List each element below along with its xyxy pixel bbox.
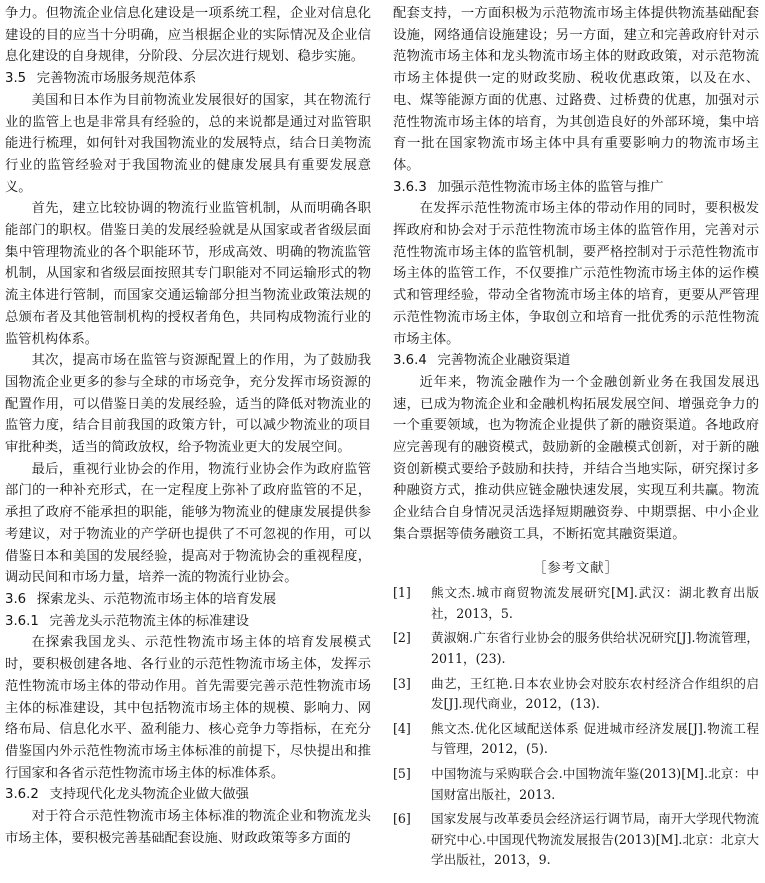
section-heading-3-5 (5, 68, 371, 90)
reference-number: [3] (393, 675, 411, 691)
reference-item (393, 809, 759, 871)
section-title: 探索龙头、示范物流市场主体的培育发展 (36, 591, 277, 607)
reference-item (393, 628, 759, 669)
reference-text: 黄淑娴.广东省行业协会的服务供给状况研究[J].物流管理，2011，(23). (431, 630, 759, 667)
paragraph: 在发挥示范性物流市场主体的带动作用的同时，要积极发挥政府和协会对于示范性物流市场主体的监管作用，完善对示范性物流市场主体的监管机制，要严格控制对于示范性物流市场主体的监管工作，不仅要推广示范性物流市场主体的运作模式和管理经验，带动全省物流市场主体的培育，更要从严管理示范性物流市场主体，争取创立和培育一批优秀的示范性物流市场主体。 (393, 201, 759, 347)
paragraph: 最后，重视行业协会的作用，物流行业协会作为政府监管部门的一种补充形式，在一定程度上弥补了政府监管的不足，承担了政府不能承担的职能，能够为物流业的健康发展提供参考建议，对于物流业的产学研也提供了不可忽视的作用，可以借鉴日本和美国的发展经验，提高对于物流协会的重视程度，调动民间和市场力量，培养一流的物流行业协会。 (5, 461, 371, 586)
reference-text: 熊文杰.优化区域配送体系 促进城市经济发展[J].物流工程与管理，2012，(5). (431, 720, 759, 757)
reference-text: 中国物流与采购联合会.中国物流年鉴(2013)[M].北京：中国财富出版社，2013. (431, 766, 759, 802)
reference-number: [2] (393, 630, 411, 646)
reference-text: 曲艺，王红艳.日本农业协会对胶东农村经济合作组织的启发[J].现代商业，2012，(13). (431, 675, 759, 712)
section-title: 完善物流企业融资渠道 (437, 353, 571, 369)
section-number: 3.6.2 (5, 787, 39, 803)
reference-item (393, 674, 759, 715)
paragraph: 美国和日本作为目前物流业发展很好的国家，其在物流行业的监管上也是非常具有经验的，总的来说都是通过对监管职能进行梳理，如何针对我国物流业的发展特点，结合日美物流行业的监管经验对于我国物流业的健康发展具有重要发展意义。 (5, 92, 371, 195)
section-number: 3.6 (5, 591, 27, 607)
paragraph: 配套支持，一方面积极为示范物流市场主体提供物流基础配套设施，网络通信设施建设；另一方面，建立和完善政府针对示范物流市场主体和龙头物流市场主体的财政政策，对示范物流市场主体提供一定的财政奖励、税收优惠政策，以及在水、电、煤等能源方面的优惠、过路费、过桥费的优惠，加强对示范性物流市场主体的培育，为其创造良好的外部环境，集中培育一批在国家物流市场主体中具有重要影响力的物流市场主体。 (393, 6, 759, 173)
reference-item (393, 764, 759, 805)
paragraph: 对于符合示范性物流市场主体标准的物流企业和物流龙头市场主体，要积极完善基础配套设施、财政政策等多方面的 (5, 809, 371, 846)
section-heading-3-6 (5, 589, 371, 611)
reference-number: [5] (393, 766, 411, 782)
section-title: 加强示范性物流市场主体的监管与推广 (437, 179, 664, 195)
paragraph: 争力。但物流企业信息化建设是一项系统工程，企业对信息化建设的目的应当十分明确，应当根据企业的实际情况及企业信息化建设的自身规律，分阶段、分层次进行规划、稳步实施。 (5, 6, 371, 65)
section-number: 3.6.4 (393, 353, 427, 369)
section-heading-3-6-4 (393, 350, 759, 372)
paragraph: 其次，提高市场在监管与资源配置上的作用，为了鼓励我国物流企业更多的参与全球的市场竞争，充分发挥市场资源的配置作用，可以借鉴日美的发展经验，适当的降低对物流业的监管力度，结合目前我国的政策方针，可以减少物流业的项目审批种类，适当的简政放权，给予物流业更大的发展空间。 (5, 353, 371, 456)
paragraph: 首先，建立比较协调的物流行业监管机制，从而明确各职能部门的职权。借鉴日美的发展经验就是从国家或者省级层面集中管理物流业的各个职能环节，形成高效、明确的物流监管机制，从国家和省级层面按照其专门职能对不同运输形式的物流主体进行管制，而国家交通运输部分担当物流业政策法规的总颁布者及其他管制机构的授权者角色，共同构成物流行业的监管机构体系。 (5, 201, 371, 347)
reference-number: [1] (393, 585, 411, 601)
section-number: 3.6.1 (5, 613, 39, 629)
references-heading: ［参考文献］ (533, 560, 619, 576)
section-title: 完善龙头示范物流主体的标准建设 (49, 613, 249, 629)
paragraph: 近年来，物流金融作为一个金融创新业务在我国发展迅速，已成为物流企业和金融机构拓展发展空间、增强竞争力的一个重要领域，也为物流企业提供了新的融资渠道。各地政府应完善现有的融资模式，鼓励新的金融模式创新，对于新的融资创新模式要给予鼓励和扶持，并结合当地实际，研究探讨多种融资方式，推动供应链金融快速发展，实现互利共赢。物流企业结合自身情况灵活选择短期融资券、中期票据、中小企业集合票据等债务融资工具，不断拓宽其融资渠道。 (393, 374, 759, 542)
reference-number: [4] (393, 720, 411, 736)
section-heading-3-6-3 (393, 177, 759, 199)
right-column (393, 3, 759, 875)
reference-item (393, 583, 759, 624)
section-title: 支持现代化龙头物流企业做大做强 (49, 787, 249, 803)
reference-text: 国家发展与改革委员会经济运行调节局，南开大学现代物流研究中心.中国现代物流发展报告(2013)[M].北京：北京大学出版社，2013，9. (431, 811, 759, 868)
reference-number: [6] (393, 811, 411, 827)
left-column (5, 3, 371, 849)
section-heading-3-6-2 (5, 784, 371, 806)
section-heading-3-6-1 (5, 611, 371, 633)
reference-text: 熊文杰.城市商贸物流发展研究[M].武汉：湖北教育出版社，2013，5. (431, 585, 759, 621)
section-title: 完善物流市场服务规范体系 (36, 71, 197, 87)
section-number: 3.6.3 (393, 179, 427, 195)
paragraph: 在探索我国龙头、示范性物流市场主体的培育发展模式时，要积极创建各地、各行业的示范性物流市场主体，发挥示范性物流市场主体的带动作用。首先需要完善示范性物流市场主体的标准建设，其中包括物流市场主体的规模、影响力、网络布局、信息化水平、盈利能力、核心竞争力等指标，在充分借鉴国内外示范性物流市场主体标准的前提下，尽快提出和推行国家和各省示范性物流市场主体的标准体系。 (5, 635, 371, 781)
reference-item (393, 719, 759, 760)
section-number: 3.5 (5, 71, 27, 87)
reference-list (393, 583, 759, 871)
